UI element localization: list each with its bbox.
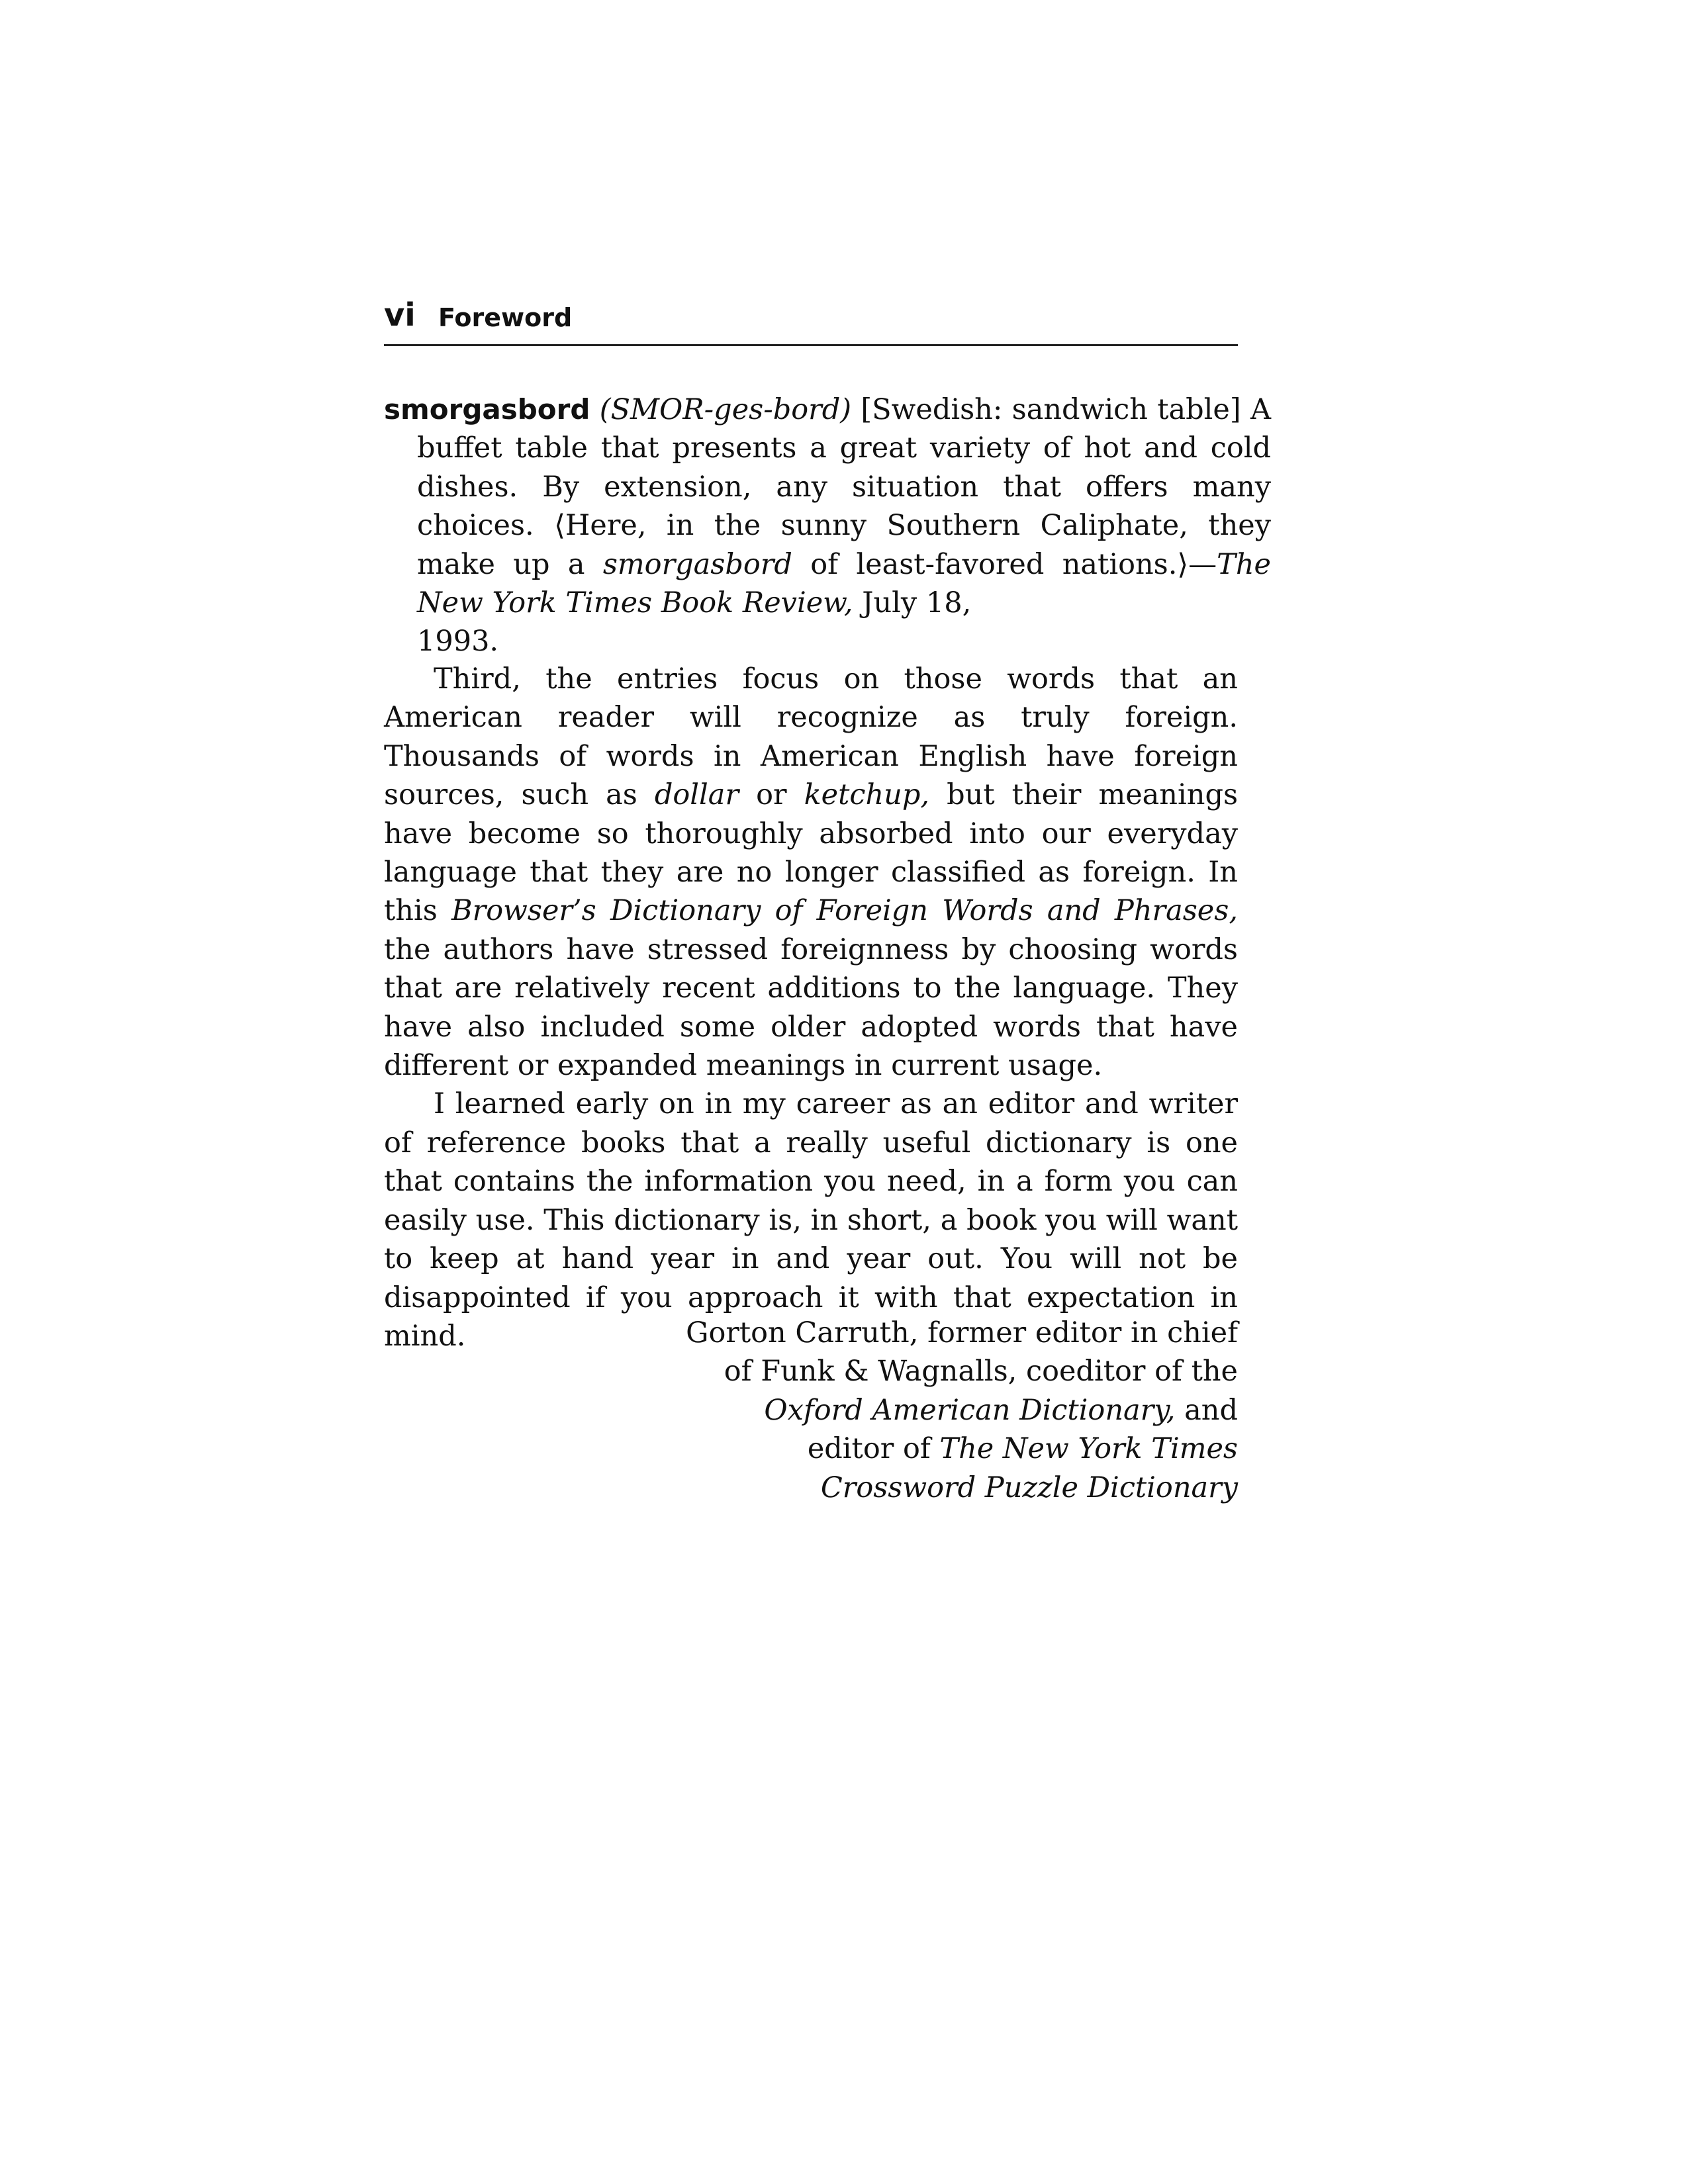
page-number: vi	[384, 296, 416, 334]
entry-source-title: The New York Times Book Review,	[417, 547, 1271, 620]
entry-example-close: of least-favored nations.⟩—	[810, 547, 1217, 581]
signature-italic: The New York Times	[939, 1432, 1238, 1466]
signature-block	[649, 1314, 1238, 1507]
entry-example-open: ⟨Here, in the sunny Southern Caliphate, they make up a	[417, 509, 1271, 581]
signature-text: editor of	[807, 1432, 931, 1466]
paragraph-text: but their meanings have become so thoroughly absorbed into our everyday language that they are no longer classified as foreign. In this	[384, 778, 1239, 928]
entry-pronunciation: (SMOR-ges-bord)	[599, 393, 852, 426]
signature-italic: Oxford American Dictionary,	[764, 1393, 1176, 1427]
paragraph-text: the authors have stressed foreignness by choosing words that are relatively recent additions to the language. They have also included some older adopted words that have different or expanded meanings in current usage.	[384, 933, 1238, 1083]
foreword-body	[384, 660, 1238, 1355]
dictionary-entry	[384, 390, 1271, 661]
book-title: Browser’s Dictionary of Foreign Words and Phrases,	[451, 894, 1238, 928]
entry-source-year: 1993.	[417, 625, 499, 659]
paragraph-italic: dollar	[654, 778, 739, 812]
entry-example-word: smorgasbord	[602, 547, 792, 581]
signature-text: and	[1184, 1393, 1238, 1427]
signature-italic: Crossword Puzzle Dictionary	[820, 1471, 1238, 1504]
signature-line	[649, 1391, 1238, 1430]
signature-line	[649, 1469, 1238, 1507]
paragraph-text: or	[756, 778, 787, 812]
paragraph-italic: ketchup,	[804, 778, 930, 812]
paragraph-text: Third, the entries focus on those words that an American reader will recognize as truly foreign. Thousands of words in American English have foreign sources, such as	[384, 662, 1238, 812]
paragraph-text: I learned early on in my career as an editor and writer of reference books that a really useful dictionary is one that contains the information you need, in a form you can easily use. This dictionary is, in short, a book you will want to keep at hand year in and year out. You will not be disappointed if you approach it with that expectation in mind.	[384, 1087, 1238, 1353]
entry-headword: smorgasbord	[384, 393, 590, 426]
running-title: Foreword	[438, 303, 573, 332]
page-header	[384, 291, 1238, 346]
entry-definition: A buffet table that presents a great variety of hot and cold dishes. By extension, any situation that offers many choices.	[417, 393, 1272, 543]
signature-line: Gorton Carruth, former editor in chief	[686, 1316, 1238, 1349]
signature-line: of Funk & Wagnalls, coeditor of the	[724, 1355, 1238, 1388]
entry-source-date: July 18,	[862, 586, 972, 620]
signature-line	[649, 1430, 1238, 1468]
entry-etymology: [Swedish: sandwich table]	[861, 393, 1241, 426]
paragraph-third	[384, 660, 1238, 1085]
